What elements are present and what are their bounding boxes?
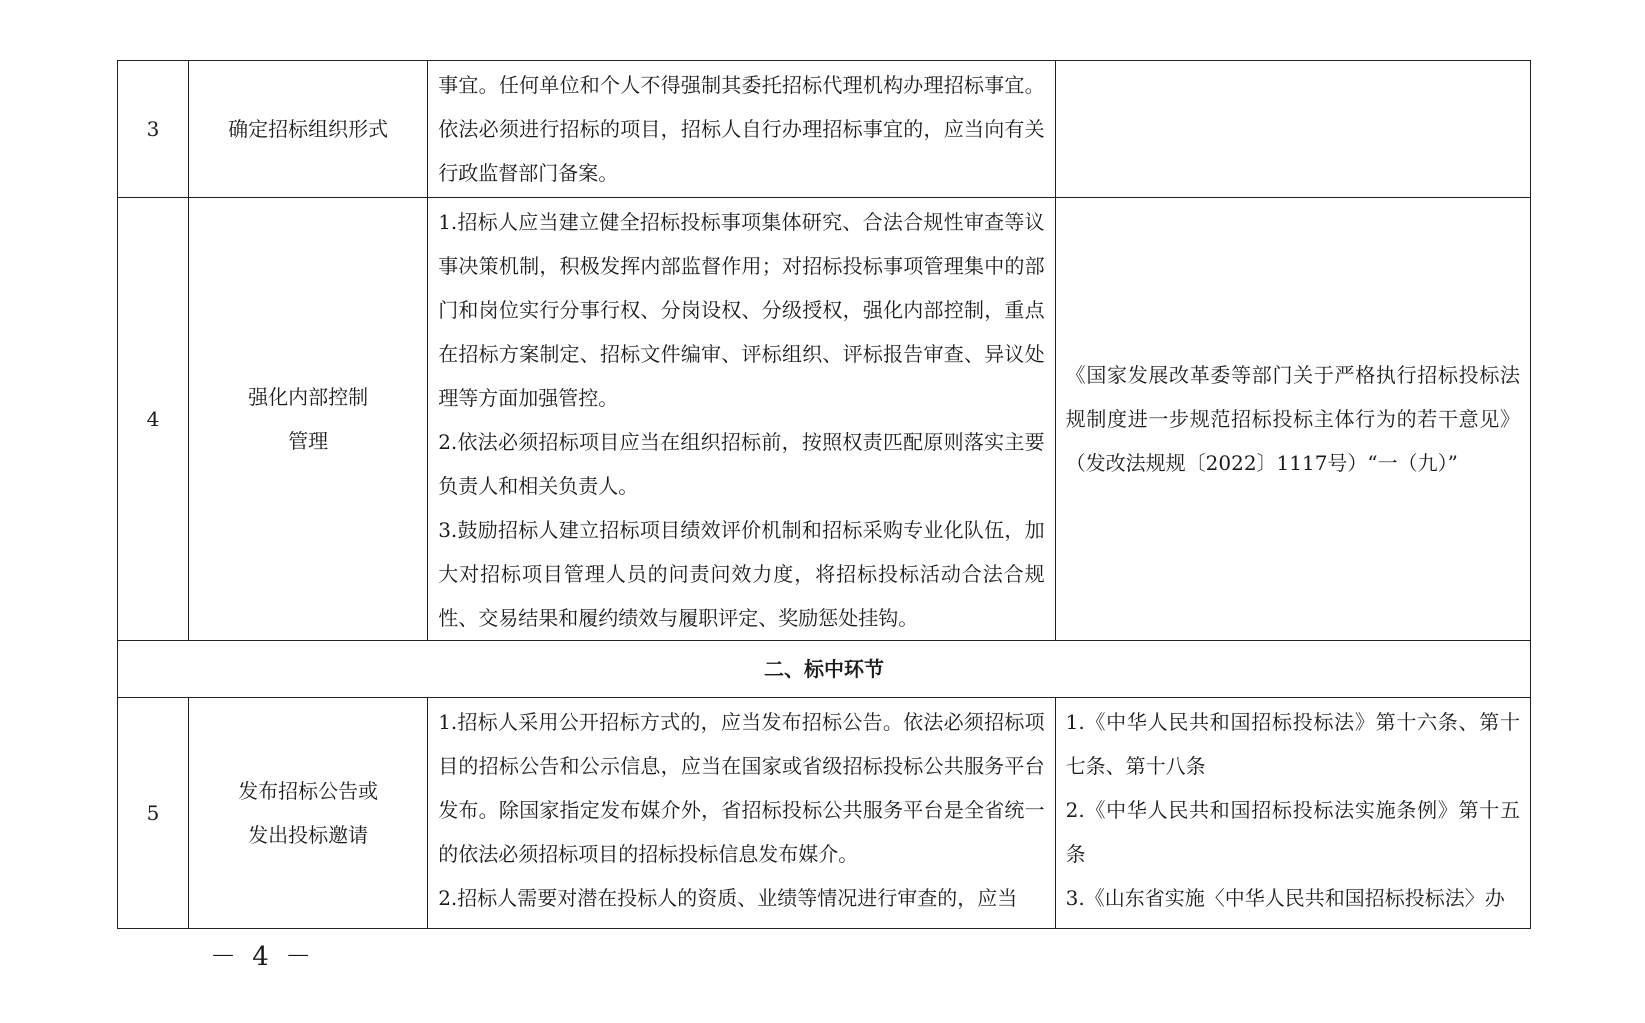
content-cell bbox=[428, 698, 1055, 929]
item-name-line: 强化内部控制 bbox=[248, 385, 369, 409]
row-number: 5 bbox=[118, 698, 189, 929]
content-paragraph: 2.招标人需要对潜在投标人的资质、业绩等情况进行审查的，应当 bbox=[438, 886, 1018, 910]
row-number: 4 bbox=[118, 198, 189, 641]
item-name-line: 管理 bbox=[288, 429, 329, 453]
page-number: － 4 － bbox=[210, 942, 316, 972]
content-paragraph: 1.招标人采用公开招标方式的，应当发布招标公告。依法必须招标项目的招标公告和公示信息，应当在国家或省级招标投标公共服务平台发布。除国家指定发布媒介外，省招标投标公共服务平台是全省统一的依法必须招标项目的招标投标信息发布媒介。 bbox=[438, 710, 1045, 866]
item-name-line: 发布招标公告或 bbox=[238, 779, 379, 803]
regulation-table bbox=[117, 60, 1531, 929]
content-cell bbox=[428, 61, 1055, 198]
content-paragraph: 2.依法必须招标项目应当在组织招标前，按照权责匹配原则落实主要负责人和相关负责人。 bbox=[438, 430, 1045, 498]
table-row bbox=[118, 198, 1531, 641]
item-name-line: 发出投标邀请 bbox=[248, 823, 369, 847]
basis-cell bbox=[1055, 61, 1530, 198]
item-name bbox=[189, 61, 428, 198]
basis-paragraph: 1.《中华人民共和国招标投标法》第十六条、第十七条、第十八条 bbox=[1065, 710, 1520, 778]
basis-paragraph: 《国家发展改革委等部门关于严格执行招标投标法规制度进一步规范招标投标主体行为的若干意见》（发改法规规〔2022〕1117号）“一（九）” bbox=[1065, 363, 1520, 475]
item-name-line: 确定招标组织形式 bbox=[228, 117, 389, 141]
content-paragraph: 1.招标人应当建立健全招标投标事项集体研究、合法合规性审查等议事决策机制，积极发挥内部监督作用；对招标投标事项管理集中的部门和岗位实行分事行权、分岗设权、分级授权，强化内部控制，重点在招标方案制定、招标文件编审、评标组织、评标报告审查、异议处理等方面加强管控。 bbox=[438, 210, 1045, 410]
content-paragraph: 事宜。任何单位和个人不得强制其委托招标代理机构办理招标事宜。依法必须进行招标的项目，招标人自行办理招标事宜的，应当向有关行政监督部门备案。 bbox=[438, 73, 1045, 185]
basis-cell bbox=[1055, 698, 1530, 929]
row-number: 3 bbox=[118, 61, 189, 198]
section-header-row bbox=[118, 641, 1531, 698]
content-cell bbox=[428, 198, 1055, 641]
table-row bbox=[118, 61, 1531, 198]
item-name bbox=[189, 198, 428, 641]
item-name bbox=[189, 698, 428, 929]
basis-paragraph: 2.《中华人民共和国招标投标法实施条例》第十五条 bbox=[1065, 798, 1520, 866]
table-row bbox=[118, 698, 1531, 929]
content-paragraph: 3.鼓励招标人建立招标项目绩效评价机制和招标采购专业化队伍，加大对招标项目管理人员的问责问效力度，将招标投标活动合法合规性、交易结果和履约绩效与履职评定、奖励惩处挂钩。 bbox=[438, 518, 1045, 630]
section-title: 二、标中环节 bbox=[118, 641, 1531, 698]
basis-cell bbox=[1055, 198, 1530, 641]
basis-paragraph: 3.《山东省实施〈中华人民共和国招标投标法〉办 bbox=[1065, 886, 1505, 910]
